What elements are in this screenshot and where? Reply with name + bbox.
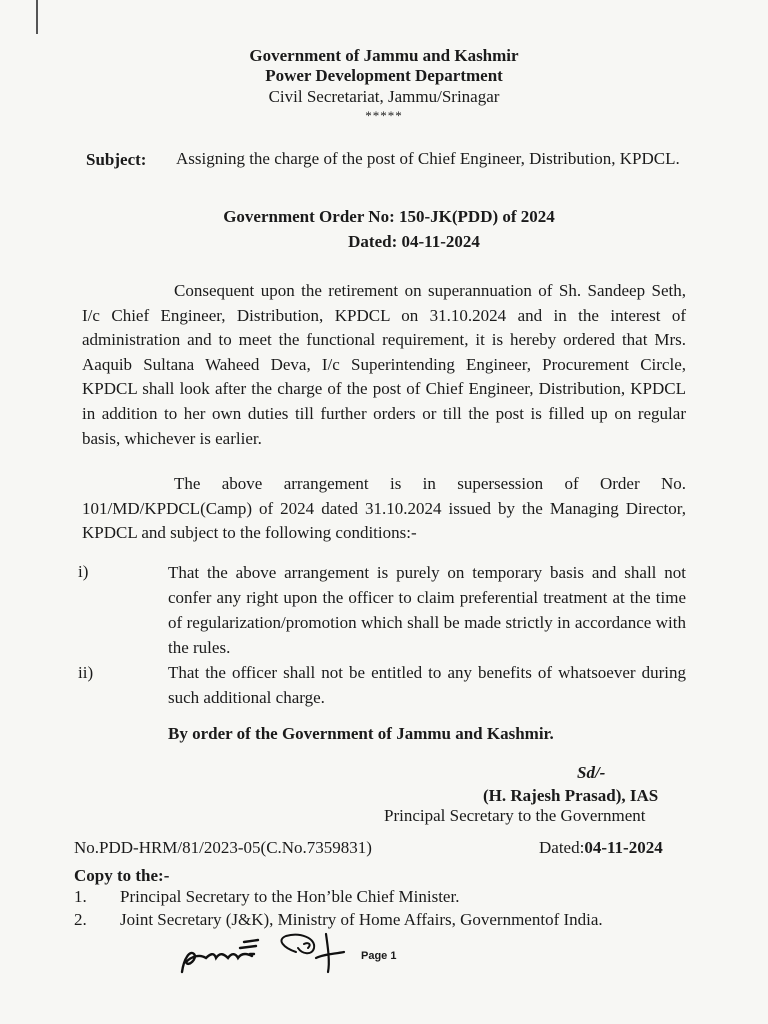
- signatory-name: (H. Rajesh Prasad), IAS: [483, 786, 659, 805]
- body-paragraph-2: The above arrangement is in supersession of Order No. 101/MD/KPDCL(Camp) of 2024 dated 31.10.2024 issued by the Managing Director, KPDCL and subject to the following conditions:-: [82, 474, 686, 543]
- copy-to-item: [74, 887, 459, 907]
- header-address: Civil Secretariat, Jammu/Srinagar: [268, 87, 500, 106]
- handwritten-signature: [178, 928, 348, 980]
- condition-2-text: That the officer shall not be entitled to any benefits of whatsoever during such additional charge.: [168, 663, 686, 707]
- signed-mark: Sd/-: [577, 763, 606, 782]
- header-department: Power Development Department: [265, 66, 503, 85]
- reference-number: No.PDD-HRM/81/2023-05(C.No.7359831): [74, 838, 372, 857]
- copy-to-item-text: Joint Secretary (J&K), Ministry of Home Affairs, Governmentof India.: [120, 910, 603, 929]
- copy-to-label: Copy to the:-: [74, 866, 170, 885]
- copy-to-item-number: 2.: [74, 910, 87, 929]
- copy-to-item-number: 1.: [74, 887, 87, 906]
- copy-to-item: [74, 910, 603, 930]
- reference-date-value: 04-11-2024: [584, 838, 663, 857]
- condition-1-number: i): [78, 562, 89, 581]
- authority-line: By order of the Government of Jammu and Kashmir.: [168, 724, 554, 743]
- margin-mark: [36, 0, 38, 34]
- subject-label: Subject:: [86, 150, 147, 169]
- order-date: Dated: 04-11-2024: [348, 232, 480, 251]
- signatory-title: Principal Secretary to the Government: [384, 806, 646, 825]
- subject-text: Assigning the charge of the post of Chief Engineer, Distribution, KPDCL.: [176, 149, 680, 168]
- header-government: Government of Jammu and Kashmir: [249, 46, 519, 65]
- reference-date-prefix: Dated:: [539, 838, 585, 857]
- page-number: Page 1: [361, 950, 397, 962]
- body-paragraph-1: Consequent upon the retirement on superannuation of Sh. Sandeep Seth, I/c Chief Engineer, Distribution, KPDCL on 31.10.2024 and in the interest of administration and to meet the functional requirement, it is hereby ordered that Mrs. Aaquib Sultana Waheed Deva, I/c Superintending Engineer, Procurement Circle, KPDCL shall look after the charge of the post of Chief Engineer, Distribution, KPDCL in addition to her own duties till further orders or till the post is filled up on regular basis, whichever is earlier.: [82, 281, 686, 448]
- header-separator: *****: [365, 108, 403, 123]
- reference-date: [539, 838, 663, 858]
- condition-2-number: ii): [78, 663, 94, 682]
- condition-1-text: That the above arrangement is purely on temporary basis and shall not confer any right upon the officer to claim preferential treatment at the time of regularization/promotion which shall be made strictly in accordance with the rules.: [168, 563, 686, 657]
- order-number: Government Order No: 150-JK(PDD) of 2024: [223, 207, 555, 226]
- copy-to-item-text: Principal Secretary to the Hon’ble Chief Minister.: [120, 887, 460, 906]
